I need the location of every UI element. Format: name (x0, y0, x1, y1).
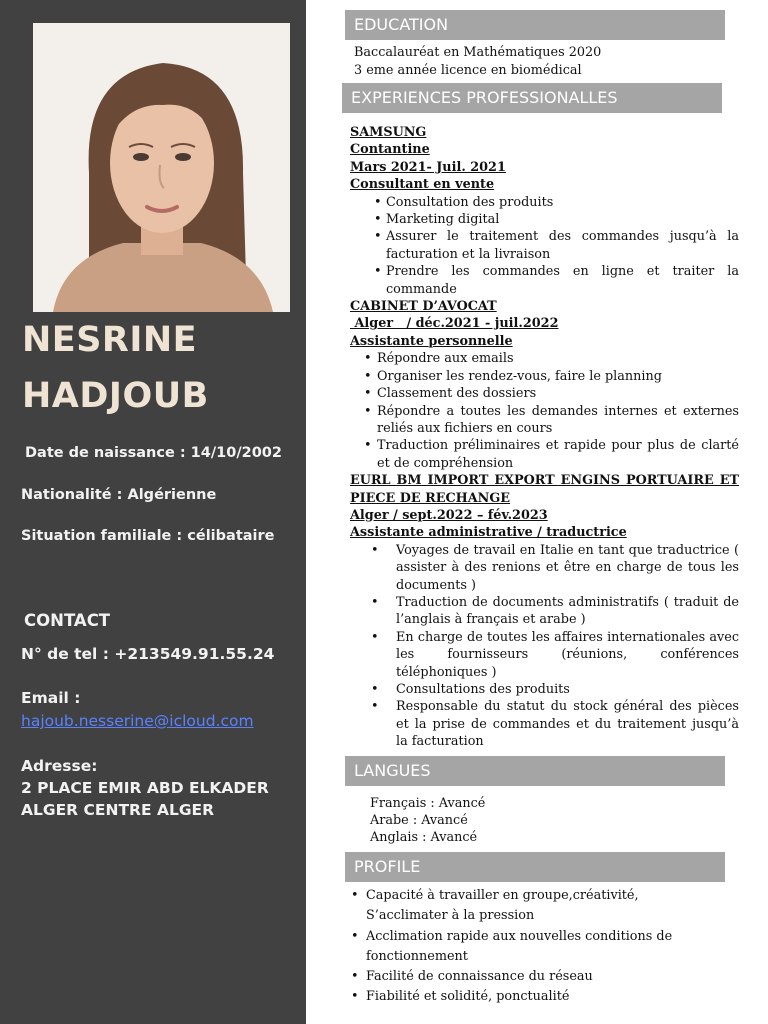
address-label: Adresse: (21, 757, 98, 775)
profile-item: • Acclimation rapide aux nouvelles conditions de fonctionnement (351, 928, 673, 964)
job-tasks (350, 350, 739, 472)
task-item: • En charge de toutes les affaires internationales avec les fournisseurs (réunions, conférences téléphoniques ) (371, 629, 739, 680)
first-name: NESRINE (22, 320, 198, 360)
task-item: • Assurer le traitement des commandes jusqu’à la facturation et la livraison (374, 229, 739, 262)
profile-item: • Capacité à travailler en groupe,créativité, S’acclimater à la pression (351, 888, 639, 924)
email-link[interactable]: hajoub.nesserine@icloud.com (21, 712, 254, 730)
task-item: • Marketing digital (374, 212, 500, 228)
job-place-dates: Alger / sept.2022 – fév.2023 (350, 507, 548, 523)
birth-date: Date de naissance : 14/10/2002 (25, 445, 282, 461)
education-item: 3 eme année licence en biomédical (354, 63, 582, 78)
job-role: Assistante personnelle (350, 333, 513, 349)
sidebar (0, 0, 306, 1024)
job-tasks (350, 542, 739, 751)
job-company: EURL BM IMPORT EXPORT ENGINS PORTUAIRE ET PIECE DE RECHANGE (350, 473, 739, 506)
task-item: • Consultations des produits (371, 682, 570, 697)
job-company: SAMSUNG (350, 125, 427, 140)
task-item: • Responsable du statut du stock général des pièces et la prise de commandes et du traitement jusqu’à la facturation (371, 699, 739, 750)
languages-heading: LANGUES (345, 756, 725, 786)
profile-item: • Facilité de connaissance du réseau (351, 969, 593, 985)
education-item: Baccalauréat en Mathématiques 2020 (354, 45, 602, 60)
profile-list (351, 886, 721, 1008)
job-place-dates: Alger / déc.2021 - juil.2022 (350, 316, 559, 332)
family-status: Situation familiale : célibataire (21, 528, 275, 544)
task-item: • Traduction de documents administratifs ( traduit de l’anglais à français et arabe ) (371, 594, 739, 628)
language-item: Français : Avancé (370, 796, 486, 811)
last-name: HADJOUB (22, 376, 209, 416)
education-heading: EDUCATION (345, 10, 725, 40)
job-tasks (350, 194, 739, 298)
email-label: Email : (21, 689, 81, 707)
address-line-1: 2 PLACE EMIR ABD ELKADER (21, 779, 269, 797)
job-role: Consultant en vente (350, 177, 495, 193)
job-dates: Mars 2021- Juil. 2021 (350, 159, 506, 175)
job-place: Contantine (350, 142, 430, 158)
contact-heading: CONTACT (24, 611, 111, 630)
profile-item: • Fiabilité et solidité, ponctualité (351, 989, 570, 1005)
profile-photo (33, 23, 290, 312)
phone-number: N° de tel : +213549.91.55.24 (21, 645, 275, 663)
experience-heading: EXPERIENCES PROFESSIONALLES (342, 83, 722, 113)
language-item: Anglais : Avancé (370, 830, 478, 845)
task-item: • Répondre aux emails (364, 351, 514, 367)
address-line-2: ALGER CENTRE ALGER (21, 801, 215, 819)
task-item: • Organiser les rendez-vous, faire le planning (364, 368, 662, 384)
language-item: Arabe : Avancé (370, 813, 468, 828)
task-item: • Répondre a toutes les demandes internes et externes reliés aux fichiers en cours (364, 403, 739, 436)
experience-list (350, 124, 739, 751)
job-role: Assistante administrative / traductrice (350, 525, 627, 541)
profile-heading: PROFILE (345, 852, 725, 882)
task-item: • Consultation des produits (374, 194, 554, 210)
nationality: Nationalité : Algérienne (21, 487, 217, 503)
job-company: CABINET D’AVOCAT (350, 299, 497, 315)
task-item: • Voyages de travail en Italie en tant que traductrice ( assister à des renions et être en charge de tous les documents ) (371, 542, 739, 593)
task-item: • Traduction préliminaires et rapide pour plus de clarté et de compréhension (364, 438, 739, 471)
task-item: • Classement des dossiers (364, 386, 537, 402)
task-item: • Prendre les commandes en ligne et traiter la commande (374, 264, 739, 297)
